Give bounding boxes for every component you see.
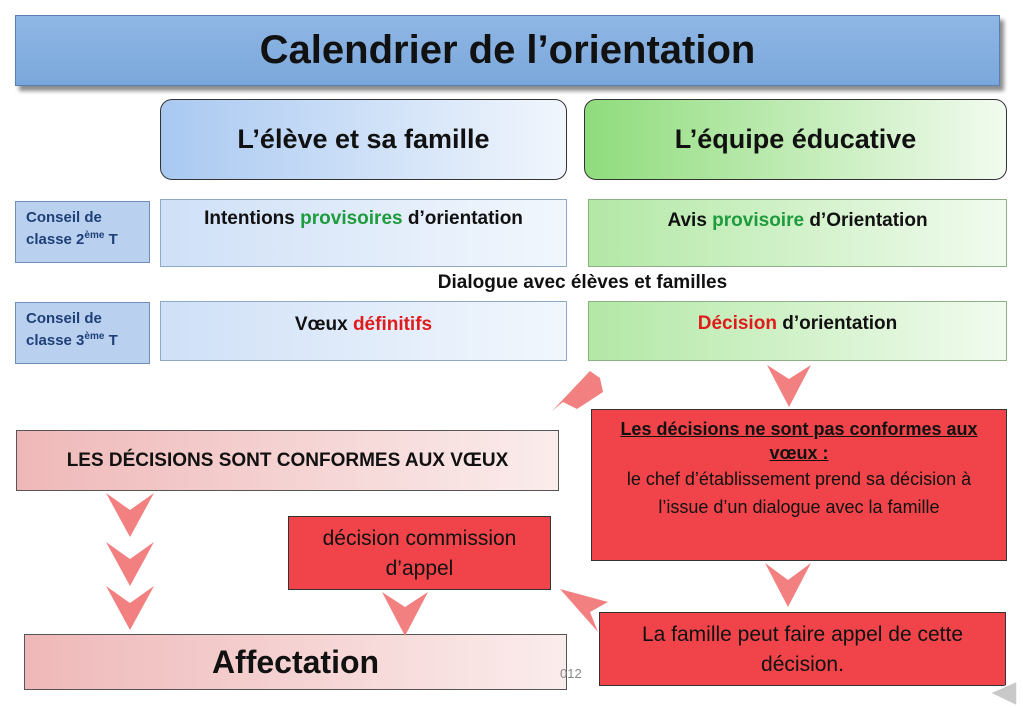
footer-year: 012 xyxy=(560,666,582,681)
down-arrow-icon xyxy=(106,542,154,586)
orientation-text: d’orientation xyxy=(776,313,898,334)
diagonal-arrow-icon xyxy=(563,371,603,409)
provisoires-word: provisoires xyxy=(300,208,403,229)
left-arrow-icon xyxy=(560,589,608,632)
intentions-text: Intentions xyxy=(204,208,301,229)
non-conformes-body: le chef d’établissement prend sa décision à l’issue d’un dialogue avec la famille xyxy=(626,469,972,517)
conseil-3-line1: Conseil de xyxy=(26,310,102,327)
decisions-conformes-text: LES DÉCISIONS SONT CONFORMES AUX VŒUX xyxy=(66,449,509,471)
voeux-text: Vœux xyxy=(294,314,353,335)
previous-slide-icon xyxy=(990,681,1017,706)
provisoire-word: provisoire xyxy=(712,210,805,231)
down-arrow-icon xyxy=(767,365,811,407)
conseil-3-line2: classe 3ème T xyxy=(26,331,118,349)
avis-text: Avis xyxy=(667,210,713,231)
dialogue-label: Dialogue avec élèves et familles xyxy=(437,272,728,293)
decision-word: Décision xyxy=(697,313,777,334)
commission-appel-text: décision commission d’appel xyxy=(322,527,517,580)
affectation-text: Affectation xyxy=(211,643,380,680)
down-arrow-icon xyxy=(106,586,154,630)
orientation-text: d’orientation xyxy=(402,208,523,229)
conseil-2-line1: Conseil de xyxy=(26,209,102,226)
famille-appel-text: La famille peut faire appel de cette décision. xyxy=(641,623,964,676)
down-arrow-icon xyxy=(106,493,154,537)
orientation-text: d’Orientation xyxy=(804,210,928,231)
page-title: Calendrier de l’orientation xyxy=(259,28,756,72)
non-conformes-heading: Les décisions ne sont pas conformes aux vœux : xyxy=(620,419,978,463)
header-equipe-educative-label: L’équipe éducative xyxy=(674,124,917,154)
down-arrow-icon xyxy=(765,563,811,607)
definitifs-word: définitifs xyxy=(352,314,433,335)
down-arrow-icon xyxy=(382,592,428,636)
header-eleve-famille-label: L’élève et sa famille xyxy=(237,124,490,154)
conseil-2-line2: classe 2ème T xyxy=(26,230,118,248)
